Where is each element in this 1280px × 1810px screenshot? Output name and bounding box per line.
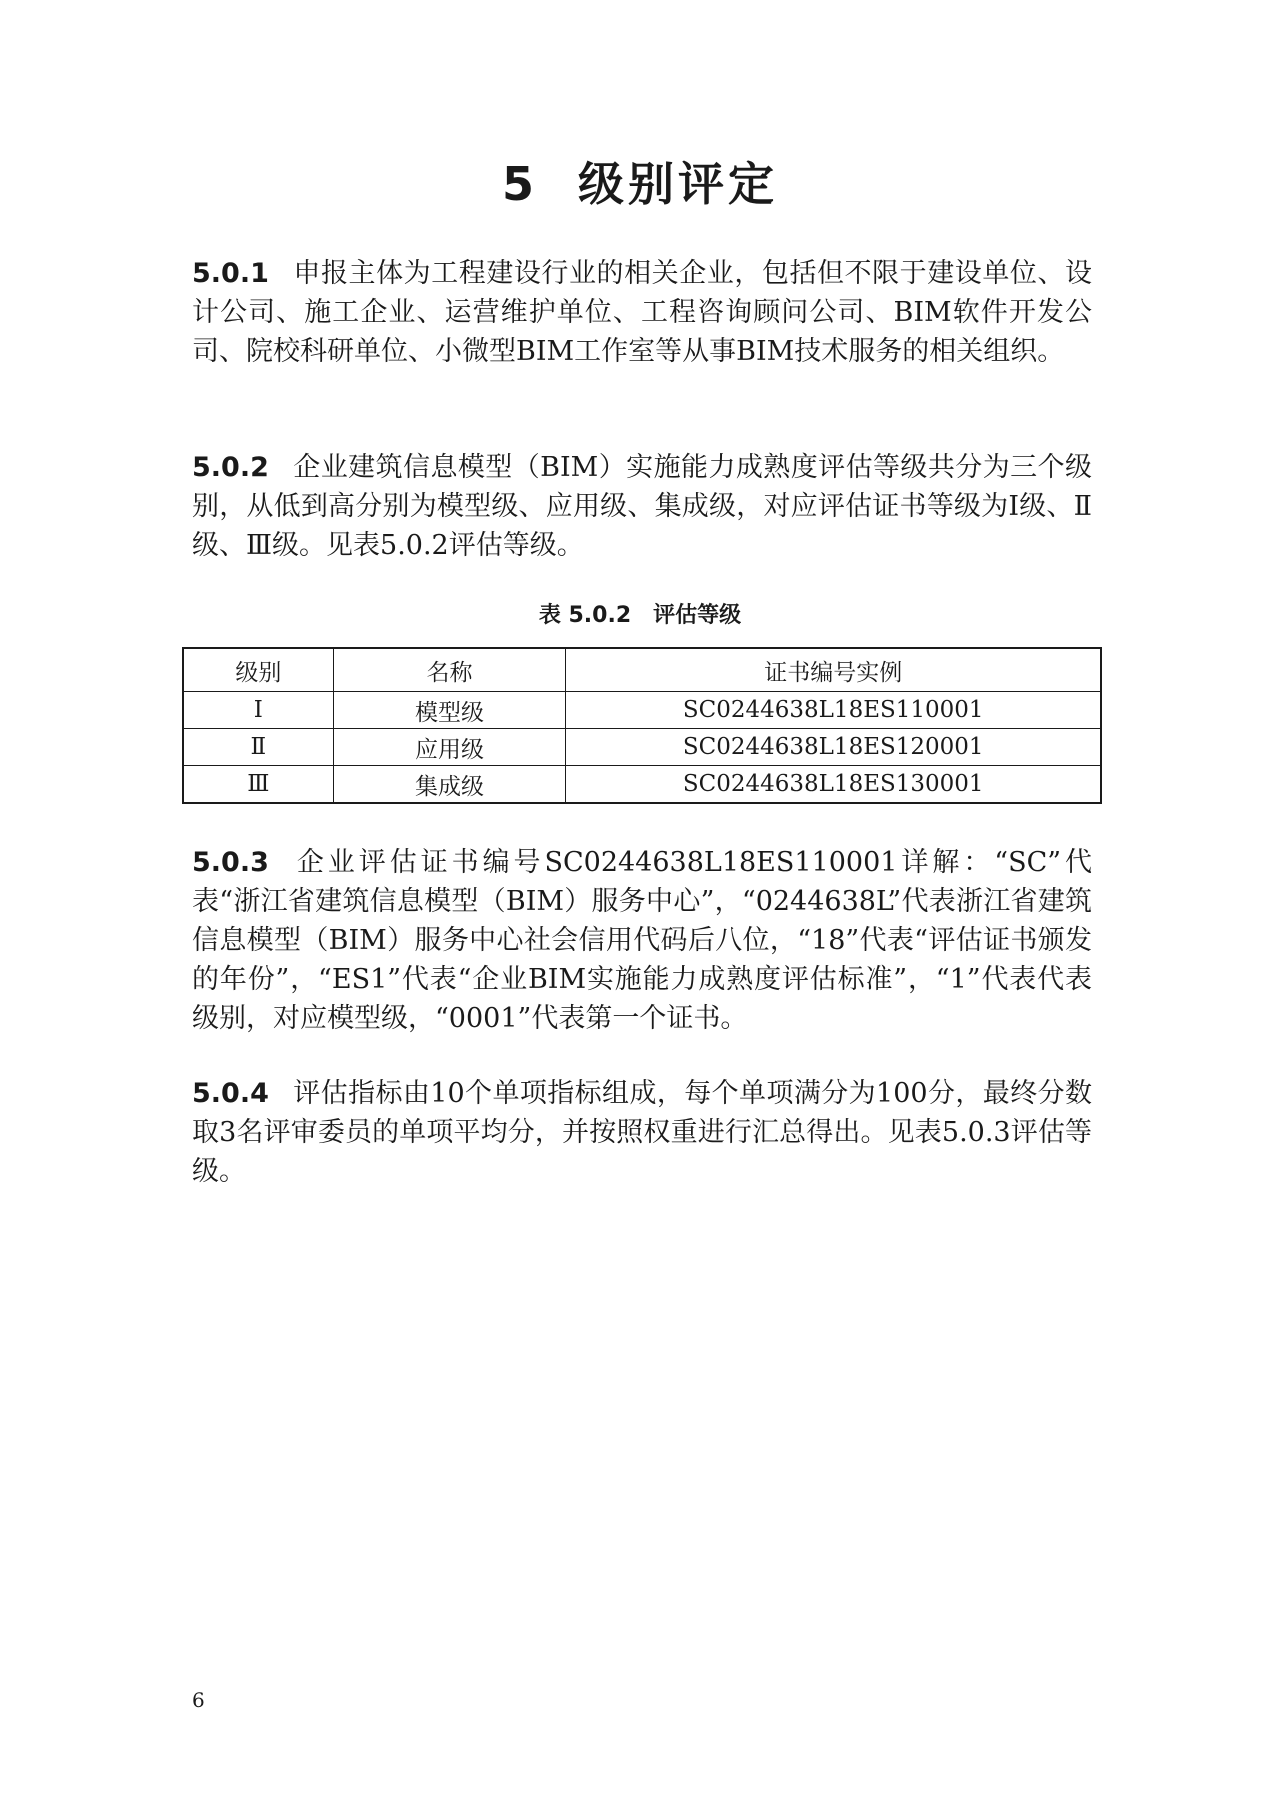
table-row [183, 766, 1101, 804]
clause-number: 5.0.2 [192, 452, 269, 483]
cell-certificate-example: SC0244638L18ES120001 [566, 729, 1101, 766]
table-caption: 表 5.0.2 评估等级 [538, 603, 742, 628]
chapter-title [0, 148, 1280, 214]
header-level: 级别 [183, 648, 333, 692]
clause-text: 评估指标由10个单项指标组成，每个单项满分为100分，最终分数取3名评审委员的单项平均分，并按照权重进行汇总得出。见表5.0.3评估等级。 [192, 1078, 1092, 1187]
clause-5-0-2 [192, 448, 1092, 565]
chapter-number: 5 [501, 157, 538, 211]
table-row [183, 692, 1101, 729]
cell-certificate-example: SC0244638L18ES130001 [566, 766, 1101, 804]
header-certificate-example: 证书编号实例 [566, 648, 1101, 692]
cell-certificate-example: SC0244638L18ES110001 [566, 692, 1101, 729]
table-header-row [183, 648, 1101, 692]
header-name: 名称 [333, 648, 566, 692]
cell-name: 模型级 [333, 692, 566, 729]
chapter-title-text: 级别评定 [578, 157, 778, 211]
clause-text: 企业评估证书编号SC0244638L18ES110001详解：“SC”代表“浙江省建筑信息模型（BIM）服务中心”，“0244638L”代表浙江省建筑信息模型（BIM）服务中心社会信用代码后八位，“18”代表“评估证书颁发的年份”，“ES1”代表“企业BIM实施能力成熟度评估标准”，“1”代表代表级别，对应模型级，“0001”代表第一个证书。 [192, 847, 1092, 1034]
clause-number: 5.0.3 [192, 847, 269, 878]
cell-level: Ⅰ [183, 692, 333, 729]
grade-table [182, 647, 1102, 804]
clause-text: 企业建筑信息模型（BIM）实施能力成熟度评估等级共分为三个级别，从低到高分别为模型级、应用级、集成级，对应评估证书等级为Ⅰ级、Ⅱ级、Ⅲ级。见表5.0.2评估等级。 [192, 452, 1092, 561]
clause-text: 申报主体为工程建设行业的相关企业，包括但不限于建设单位、设计公司、施工企业、运营维护单位、工程咨询顾问公司、BIM软件开发公司、院校科研单位、小微型BIM工作室等从事BIM技术服务的相关组织。 [192, 258, 1092, 367]
clause-number: 5.0.1 [192, 258, 269, 289]
cell-name: 应用级 [333, 729, 566, 766]
table-row [183, 729, 1101, 766]
cell-level: Ⅱ [183, 729, 333, 766]
clause-5-0-4 [192, 1074, 1092, 1191]
clause-5-0-3 [192, 843, 1092, 1038]
clause-5-0-1 [192, 254, 1092, 371]
clause-number: 5.0.4 [192, 1078, 269, 1109]
cell-name: 集成级 [333, 766, 566, 804]
cell-level: Ⅲ [183, 766, 333, 804]
page-number: 6 [192, 1688, 205, 1712]
